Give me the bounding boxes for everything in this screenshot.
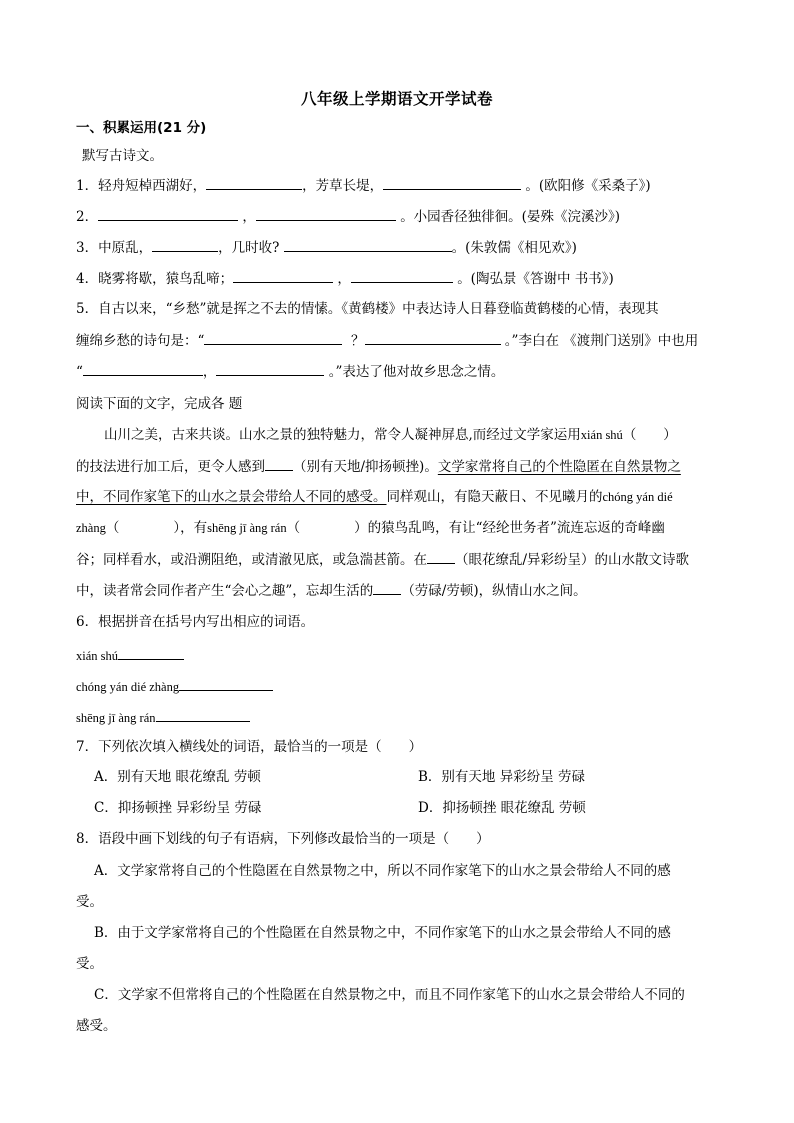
q6-item-1: xián shú (76, 645, 748, 666)
answer-blank[interactable] (233, 268, 333, 283)
section-heading: 一、积累运用(21 分) (76, 120, 207, 136)
q7-option-b[interactable]: B．别有天地 异彩纷呈 劳碌 (418, 769, 586, 785)
passage-line-4: zhàng（ ），有shēng jī àng rán（ ）的猿鸟乱鸣，有让“经纶世务者”流连忘返的奇峰幽 (76, 520, 665, 536)
passage-line-5: 谷；同样看水，或沿溯阻绝，或清澈见底，或急湍甚箭。在 （眼花缭乱/异彩纷呈）的山水散文诗歌 (76, 549, 748, 570)
passage-line-1: 山川之美，古来共谈。山水之景的独特魅力，常令人凝神屏息,而经过文学家运用xián shú（ ） (104, 427, 677, 443)
q8-option-a[interactable]: A．文学家常将自己的个性隐匿在自然景物之中，所以不同作家笔下的山水之景会带给人不同的感 (94, 863, 671, 879)
answer-blank[interactable] (427, 549, 455, 564)
answer-blank[interactable] (373, 580, 401, 595)
reading-instruction: 阅读下面的文字，完成各 题 (76, 396, 243, 412)
q8-option-b-cont: 受。 (76, 956, 103, 972)
answer-blank[interactable] (265, 456, 293, 471)
page-title: 八年级上学期语文开学试卷 (300, 90, 493, 108)
answer-blank[interactable] (204, 330, 342, 345)
question-6: 6．根据拼音在括号内写出相应的词语。 (76, 614, 315, 630)
question-8: 8．语段中画下划线的句子有语病，下列修改最恰当的一项是（ ） (76, 831, 490, 847)
underlined-sentence: 文学家常将自己的个性隐匿在自然景物之 (437, 459, 681, 475)
q8-option-a-cont: 受。 (76, 894, 103, 910)
q7-option-a[interactable]: A．别有天地 眼花缭乱 劳顿 (94, 769, 261, 785)
answer-blank[interactable] (216, 361, 324, 376)
question-5-line-3: “ ， 。”表达了他对故乡思念之情。 (76, 361, 748, 382)
q6-item-3: shēng jī àng rán (76, 707, 748, 728)
answer-blank[interactable] (351, 268, 453, 283)
answer-blank[interactable] (383, 175, 521, 190)
q7-option-c[interactable]: C．抑扬顿挫 异彩纷呈 劳碌 (94, 800, 262, 816)
question-4: 4．晓雾将歇，猿鸟乱啼； ， 。(陶弘景《答谢中 书书》) (76, 268, 748, 289)
answer-blank[interactable] (284, 237, 452, 252)
answer-blank[interactable] (83, 361, 203, 376)
underlined-sentence: 中，不同作家笔下的山水之景会带给人不同的感受。 (76, 489, 387, 505)
question-7: 7．下列依次填入横线处的词语，最恰当的一项是（ ） (76, 739, 423, 755)
question-1: 1．轻舟短棹西湖好， ，芳草长堤， 。(欧阳修《采桑子》) (76, 175, 748, 196)
passage-line-3: 中，不同作家笔下的山水之景会带给人不同的感受。同样观山，有隐天蔽日、不见曦月的chóng yán dié (76, 489, 673, 505)
answer-blank[interactable] (179, 676, 273, 691)
q8-option-c-cont: 感受。 (76, 1018, 117, 1034)
passage-line-6: 中，读者常会同作者产生“会心之趣”，忘却生活的 （劳碌/劳顿)，纵情山水之间。 (76, 580, 748, 601)
q8-option-b[interactable]: B．由于文学家常将自己的个性隐匿在自然景物之中，不同作家笔下的山水之景会带给人不同的感 (94, 925, 671, 941)
answer-blank[interactable] (98, 206, 238, 221)
answer-blank[interactable] (156, 707, 250, 722)
answer-blank[interactable] (256, 206, 396, 221)
answer-blank[interactable] (118, 645, 184, 660)
question-5-line-2: 缠绵乡愁的诗句是：“ ？ 。”李白在 《渡荆门送别》中也用 (76, 330, 748, 351)
question-3: 3．中原乱， ，几时收? 。(朱敦儒《相见欢》) (76, 237, 748, 258)
q6-item-2: chóng yán dié zhàng (76, 676, 748, 697)
answer-blank[interactable] (365, 330, 501, 345)
q8-option-c[interactable]: C．文学家不但常将自己的个性隐匿在自然景物之中，而且不同作家笔下的山水之景会带给人不同的 (94, 987, 685, 1003)
intro-text: 默写古诗文。 (82, 148, 163, 164)
answer-blank[interactable] (206, 175, 302, 190)
question-2: 2． ， 。小园香径独徘徊。(晏殊《浣溪沙》) (76, 206, 748, 227)
question-5-line-1: 5．自古以来，“乡愁”就是挥之不去的情愫。《黄鹤楼》中表达诗人日暮登临黄鹤楼的心情，表现其 (76, 301, 659, 317)
q7-option-d[interactable]: D．抑扬顿挫 眼花缭乱 劳顿 (418, 800, 586, 816)
answer-blank[interactable] (152, 237, 218, 252)
passage-line-2: 的技法进行加工后，更令人感到 （别有天地/抑扬顿挫)。文学家常将自己的个性隐匿在自然景物之 (76, 456, 748, 477)
